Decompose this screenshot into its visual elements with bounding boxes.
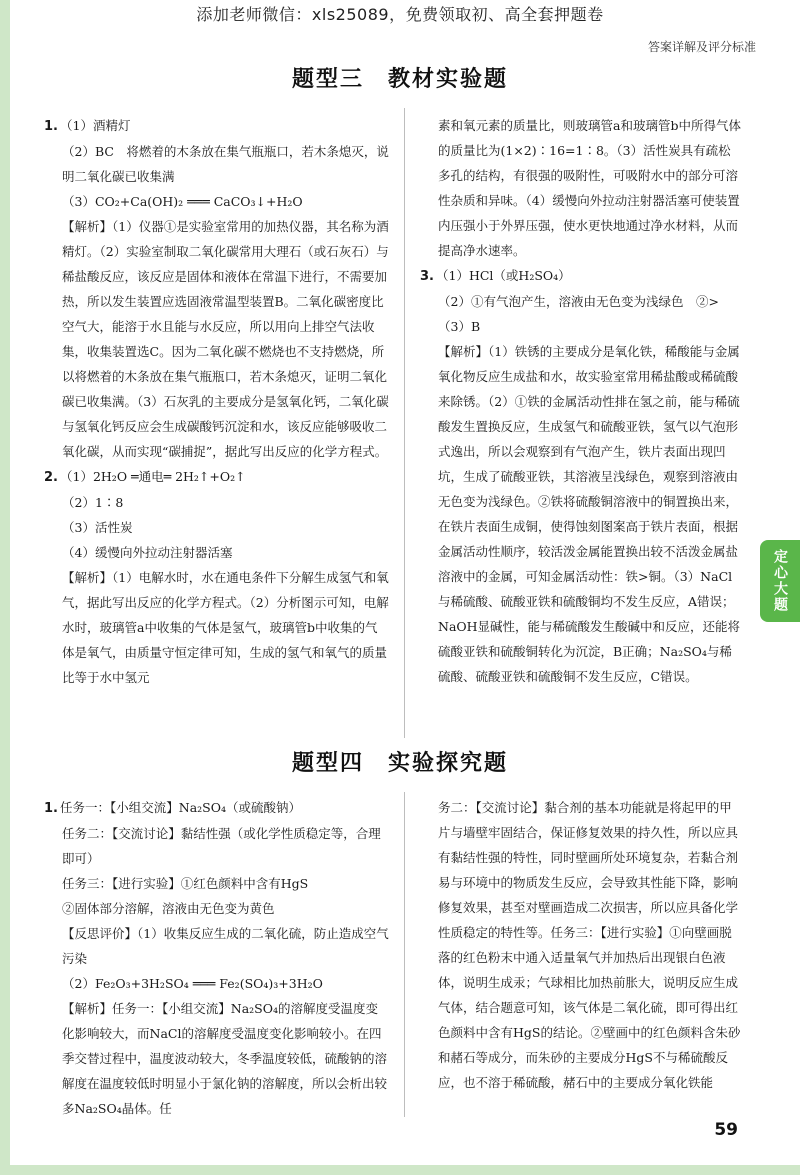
answer-paragraph — [44, 540, 389, 565]
answer-paragraph — [44, 821, 389, 871]
section4-title: 题型四 实验探究题 — [291, 751, 508, 776]
answer-paragraph — [44, 464, 389, 490]
answer-text: 【解析】（1）铁锈的主要成分是氧化铁，稀酸能与金属氧化物反应生成盐和水，故实验室常用稀盐酸或稀硫酸来除锈。（2）①铁的金属活动性排在氢之前，能与稀硫酸发生置换反应，生成氢气和硫酸亚铁，氢气以气泡形式逸出，所以会观察到有气泡产生，铁片表面出现凹坑，生成了硫酸亚铁，其溶液呈浅绿色，观察到溶液由无色变为浅绿色。②铁将硫酸铜溶液中的铜置换出来，在铁片表面生成铜，使得蚀刻图案高于铁片表面，根据金属活动性顺序，较活泼金属能置换出较不活泼金属盐溶液中的金属，可知金属活动性：铁>铜。（3）NaCl与稀硫酸、硫酸亚铁和硫酸铜均不发生反应，A错误；NaOH显碱性，能与稀硫酸发生酸碱中和反应，还能将硫酸亚铁和硫酸铜转化为沉淀，B正确；Na₂SO₄与稀硫酸、硫酸亚铁和硫酸铜不发生反应，C错误。 — [438, 344, 741, 684]
answer-paragraph — [44, 515, 389, 540]
answer-paragraph — [420, 113, 742, 263]
answer-text: （4）缓慢向外拉动注射器活塞 — [62, 545, 233, 560]
page-number: 59 — [714, 1120, 738, 1140]
answer-paragraph — [44, 921, 389, 971]
answer-text: 任务二：【交流讨论】黏结性强（或化学性质稳定等，合理即可） — [62, 826, 381, 866]
section4-left-column — [44, 795, 389, 1121]
answer-text: 【解析】（1）仪器①是实验室常用的加热仪器，其名称为酒精灯。（2）实验室制取二氧化碳常用大理石（或石灰石）与稀盐酸反应，该反应是固体和液体在常温下进行，不需要加热，所以发生装置应选固液常温型装置B。二氧化碳密度比空气大，能溶于水且能与水反应，所以用向上排空气法收集，收集装置选C。因为二氧化碳不燃烧也不支持燃烧，所以将燃着的木条放在集气瓶瓶口，若木条熄灭，证明二氧化碳已收集满。（3）石灰乳的主要成分是氢氧化钙，二氧化碳与氢氧化钙反应会生成碳酸钙沉淀和水，该反应能够吸收二氧化碳，从而实现“碳捕捉”，据此写出反应的化学方程式。 — [62, 219, 389, 459]
answer-paragraph — [420, 263, 742, 289]
answer-text: （1）2H₂O ═通电═ 2H₂↑+O₂↑ — [60, 469, 246, 484]
answer-paragraph — [44, 565, 389, 690]
answer-text: 素和氧元素的质量比，则玻璃管a和玻璃管b中所得气体的质量比为(1×2)∶16=1∶8。（3）活性炭具有疏松多孔的结构，有很强的吸附性，可吸附水中的部分可溶性杂质和异味。（4）缓慢向外拉动注射器活塞可使装置内压强小于外界压强，使水更快地通过净水材料，从而提高净水速率。 — [438, 118, 741, 258]
page-bottom-edge — [0, 1165, 800, 1175]
question-number: 1. — [44, 801, 58, 816]
section3-title: 题型三 教材实验题 — [291, 67, 508, 92]
answer-paragraph — [420, 795, 742, 1095]
question-number: 2. — [44, 470, 58, 485]
answer-text: 【反思评价】（1）收集反应生成的二氧化硫，防止造成空气污染 — [62, 926, 389, 966]
answer-text: （2）①有气泡产生，溶液由无色变为浅绿色 ②> — [438, 294, 719, 309]
answer-text: （1）酒精灯 — [60, 118, 131, 133]
answer-paragraph — [44, 490, 389, 515]
answer-text: 【解析】任务一：【小组交流】Na₂SO₄的溶解度受温度变化影响较大，而NaCl的溶解度受温度变化影响较小。在四季交替过程中，温度波动较大，冬季温度较低，硫酸钠的溶解度在温度较低时明显小于氯化钠的溶解度，所以会析出较多Na₂SO₄晶体。任 — [62, 1001, 388, 1116]
answer-text: 【解析】（1）电解水时，水在通电条件下分解生成氢气和氧气，据此写出反应的化学方程式。（2）分析图示可知，电解水时，玻璃管a中收集的气体是氢气，玻璃管b中收集的气体是氧气，由质量守恒定律可知，生成的氢气和氧气的质量比等于水中氢元 — [62, 570, 389, 685]
answer-paragraph — [420, 314, 742, 339]
answer-paragraph — [44, 189, 389, 214]
answer-text: （2）Fe₂O₃+3H₂SO₄ ═══ Fe₂(SO₄)₃+3H₂O — [62, 976, 323, 991]
answer-text: 任务一：【小组交流】Na₂SO₄（或硫酸钠） — [60, 800, 301, 815]
answer-paragraph — [420, 289, 742, 314]
question-number: 1. — [44, 119, 58, 134]
answer-text: 任务三：【进行实验】①红色颜料中含有HgS — [62, 876, 309, 891]
answer-text: （1）HCl（或H₂SO₄） — [436, 268, 571, 283]
answer-paragraph — [44, 214, 389, 464]
answer-paragraph — [44, 896, 389, 921]
answer-text: （3）活性炭 — [62, 520, 133, 535]
answer-text: ②固体部分溶解，溶液由无色变为黄色 — [62, 901, 275, 916]
answer-text: （3）CO₂+Ca(OH)₂ ═══ CaCO₃↓+H₂O — [62, 194, 303, 209]
section3-left-column — [44, 113, 389, 690]
answer-paragraph — [44, 139, 389, 189]
answer-paragraph — [44, 996, 389, 1121]
header-answer-label: 答案详解及评分标准 — [647, 40, 756, 54]
answer-text: （3）B — [438, 319, 481, 334]
answer-text: （2）1∶8 — [62, 495, 124, 510]
watermark-text: 添加老师微信：xls25089，免费领取初、高全套押题卷 — [196, 5, 604, 24]
question-number: 3. — [420, 269, 434, 284]
section3-right-column — [420, 113, 742, 689]
side-tab — [760, 540, 800, 622]
answer-paragraph — [44, 971, 389, 996]
answer-paragraph — [44, 871, 389, 896]
answer-paragraph — [44, 113, 389, 139]
answer-text: （2）BC 将燃着的木条放在集气瓶瓶口，若木条熄灭，说明二氧化碳已收集满 — [62, 144, 389, 184]
section4-right-column — [420, 795, 742, 1095]
answer-paragraph — [44, 795, 389, 821]
column-divider — [404, 108, 405, 738]
page-left-edge — [0, 0, 10, 1175]
side-tab-label: 定心大题 — [772, 549, 788, 613]
answer-text: 务二：【交流讨论】黏合剂的基本功能就是将起甲的甲片与墙壁牢固结合，保证修复效果的持久性，所以应具有黏结性强的特性，同时壁画所处环境复杂，若黏合剂易与环境中的物质发生反应，会导致其性能下降，影响修复效果，甚至对壁画造成二次损害，所以应具备化学性质稳定的特性等。任务三：【进行实验】①向壁画脱落的红色粉末中通入适量氧气并加热后出现银白色液体，说明生成汞；气球相比加热前胀大，说明反应生成气体，结合题意可知，该气体是二氧化硫，即可得出红色颜料中含有HgS的结论。②壁画中的红色颜料含朱砂和赭石等成分，而朱砂的主要成分HgS不与稀硫酸反应，也不溶于稀硫酸，赭石中的主要成分氧化铁能 — [438, 800, 741, 1090]
answer-paragraph — [420, 339, 742, 689]
column-divider — [404, 792, 405, 1117]
